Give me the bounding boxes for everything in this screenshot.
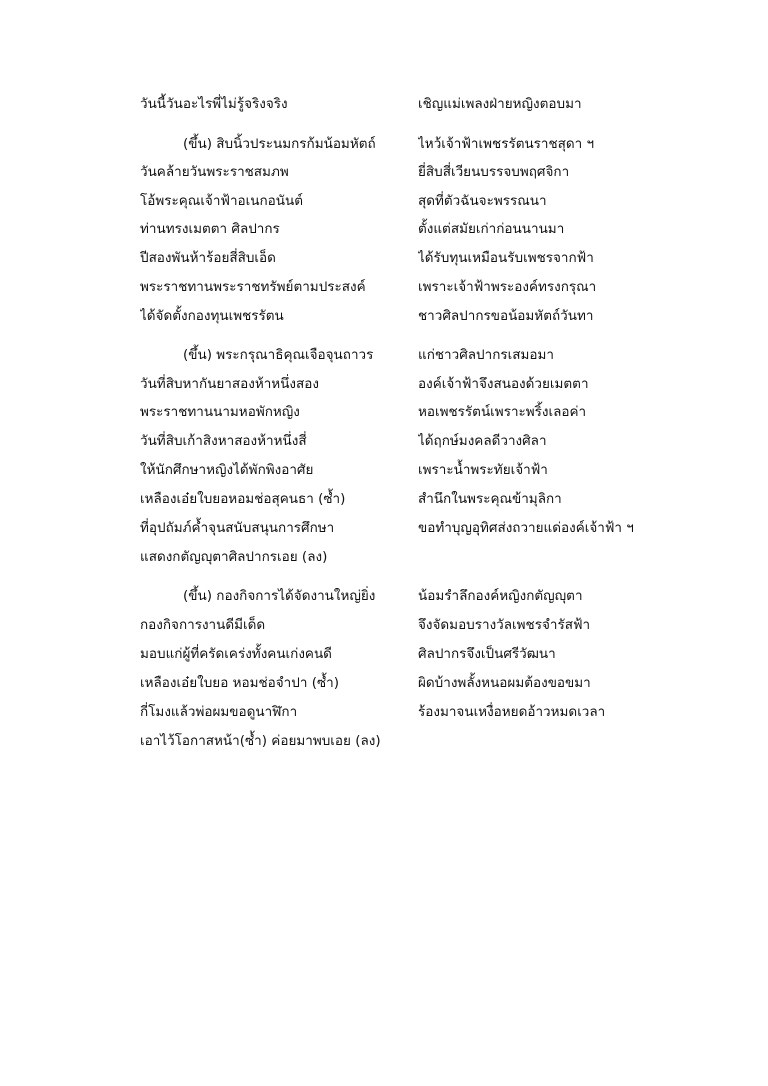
verse-line-14-right: สำนึกในพระคุณข้ามุลิกา: [418, 491, 562, 507]
verse-line-22-left: เอาไว้โอกาสหน้า(ซ้ำ) ค่อยมาพบเอย (ลง): [140, 733, 381, 749]
verse-line-8-right: ชาวศิลปากรขอน้อมหัตถ์วันทา: [418, 308, 594, 324]
verse-line-20: [0, 671, 768, 695]
verse-line-13: [0, 458, 768, 482]
verse-line-3: [0, 160, 768, 184]
verse-line-4-right: สุดที่ตัวฉันจะพรรณนา: [418, 193, 547, 209]
verse-line-8: [0, 304, 768, 328]
verse-line-13-right: เพราะน้ำพระทัยเจ้าฟ้า: [418, 462, 548, 478]
verse-line-5-left: ท่านทรงเมตตา ศิลปากร: [140, 221, 280, 237]
verse-line-1: [0, 92, 768, 116]
verse-line-14-left: เหลืองเอ๋ยใบยอหอมช่อสุคนธา (ซ้ำ): [140, 491, 346, 507]
verse-line-10: [0, 372, 768, 396]
verse-line-11: [0, 400, 768, 424]
verse-line-17-right: น้อมรำลึกองค์หญิงกตัญญุตา: [418, 588, 583, 604]
verse-line-12-left: วันที่สิบเก้าสิงหาสองห้าหนึ่งสี่: [140, 433, 307, 449]
verse-line-19-left: มอบแก่ผู้ที่ครัดเคร่งทั้งคนเก่งคนดี: [140, 646, 332, 662]
verse-line-5-right: ตั้งแต่สมัยเก่าก่อนนานมา: [418, 221, 565, 237]
verse-line-11-left: พระราชทานนามหอพักหญิง: [140, 404, 300, 420]
verse-line-18-right: จึงจัดมอบรางวัลเพชรจำรัสฟ้า: [418, 617, 591, 633]
verse-line-12-right: ได้ฤกษ์มงคลดีวางศิลา: [418, 433, 547, 449]
verse-line-9-right: แก่ชาวศิลปากรเสมอมา: [418, 347, 554, 363]
verse-line-22: [0, 729, 768, 753]
verse-line-19-right: ศิลปากรจึงเป็นศรีวัฒนา: [418, 646, 556, 662]
verse-line-15: [0, 516, 768, 540]
verse-line-17: [0, 584, 768, 608]
verse-line-6-right: ได้รับทุนเหมือนรับเพชรจากฟ้า: [418, 250, 594, 266]
verse-line-16: [0, 545, 768, 569]
verse-line-1-right: เชิญแม่เพลงฝ่ายหญิงตอบมา: [418, 96, 582, 112]
verse-line-15-right: ขอทำบุญอุทิศส่งถวายแด่องค์เจ้าฟ้า ฯ: [418, 520, 634, 536]
verse-line-7-right: เพราะเจ้าฟ้าพระองค์ทรงกรุณา: [418, 279, 597, 295]
verse-line-16-left: แสดงกตัญญุตาศิลปากรเอย (ลง): [140, 549, 328, 565]
verse-line-21: [0, 700, 768, 724]
verse-line-15-left: ที่อุปถัมภ์ค้ำจุนสนับสนุนการศึกษา: [140, 520, 335, 536]
verse-line-18: [0, 613, 768, 637]
verse-line-11-right: หอเพชรรัตน์เพราะพริ้งเลอค่า: [418, 404, 587, 420]
verse-line-21-left: กี่โมงแล้วพ่อผมขอดูนาฬิกา: [140, 704, 298, 720]
verse-line-18-left: กองกิจการงานดีมีเด็ด: [140, 617, 266, 633]
verse-line-12: [0, 429, 768, 453]
verse-line-10-left: วันที่สิบหากันยาสองห้าหนึ่งสอง: [140, 376, 319, 392]
verse-line-3-right: ยี่สิบสี่เวียนบรรจบพฤศจิกา: [418, 164, 570, 180]
verse-line-4-left: โอ้พระคุณเจ้าฟ้าอเนกอนันต์: [140, 193, 304, 209]
verse-line-2: [0, 132, 768, 156]
verse-line-7-left: พระราชทานพระราชทรัพย์ตามประสงค์: [140, 279, 366, 295]
verse-line-1-left: วันนี้วันอะไรพี่ไม่รู้จริงจริง: [140, 96, 288, 112]
verse-line-7: [0, 275, 768, 299]
verse-line-21-right: ร้องมาจนเหงื่อหยดอ้าวหมดเวลา: [418, 704, 606, 720]
verse-line-2-right: ไหว้เจ้าฟ้าเพชรรัตนราชสุดา ฯ: [418, 136, 595, 152]
verse-line-17-left: (ขึ้น) กองกิจการได้จัดงานใหญ่ยิ่ง: [183, 588, 376, 604]
verse-line-20-right: ผิดบ้างพลั้งหนอผมต้องขอขมา: [418, 675, 591, 691]
verse-line-8-left: ได้จัดตั้งกองทุนเพชรรัตน: [140, 308, 284, 324]
verse-line-6: [0, 246, 768, 270]
verse-line-9-left: (ขึ้น) พระกรุณาธิคุณเจือจุนถาวร: [183, 347, 374, 363]
verse-line-4: [0, 189, 768, 213]
verse-line-3-left: วันคล้ายวันพระราชสมภพ: [140, 164, 289, 180]
verse-line-20-left: เหลืองเอ๋ยใบยอ หอมช่อจำปา (ซ้ำ): [140, 675, 339, 691]
verse-line-2-left: (ขึ้น) สิบนิ้วประนมกรก้มน้อมหัตถ์: [183, 136, 376, 152]
verse-line-9: [0, 343, 768, 367]
verse-line-5: [0, 217, 768, 241]
verse-line-10-right: องค์เจ้าฟ้าจึงสนองด้วยเมตตา: [418, 376, 589, 392]
verse-line-14: [0, 487, 768, 511]
verse-line-6-left: ปีสองพันห้าร้อยสี่สิบเอ็ด: [140, 250, 276, 266]
verse-line-19: [0, 642, 768, 666]
verse-line-13-left: ให้นักศึกษาหญิงได้พักพิงอาศัย: [140, 462, 314, 478]
